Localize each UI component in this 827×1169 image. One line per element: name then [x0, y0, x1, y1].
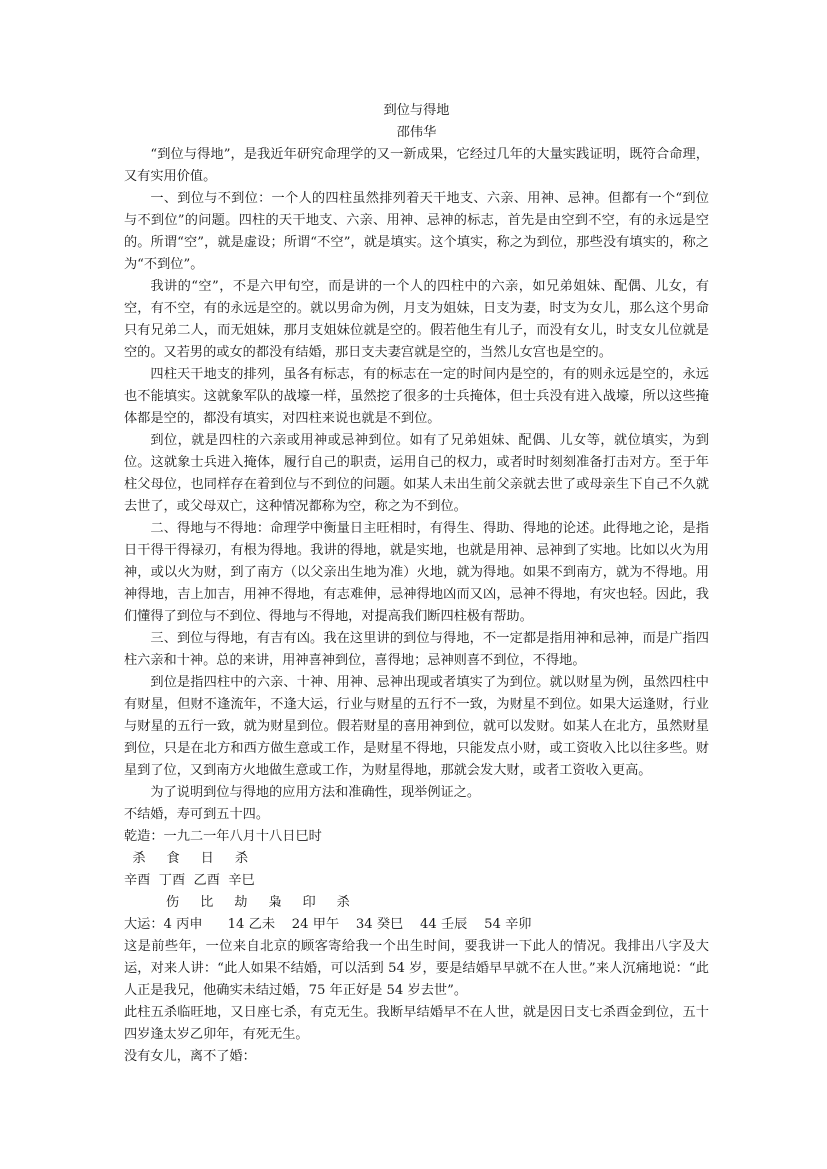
document-author: 邵伟华	[396, 125, 437, 140]
heavenly-gods-row: 杀 食 日 杀	[124, 851, 249, 866]
example-heading: 不结婚，寿可到五十四。	[124, 807, 270, 822]
example-text-2: 此柱五杀临旺地，又日座七杀，有克无生。我断早结婚早不在人世，就是因日支七杀酉金到位，五十四岁逢太岁乙卯年，有死无生。	[124, 1005, 709, 1042]
document-title: 到位与得地	[383, 103, 450, 118]
paragraph-section-3: 三、到位与得地，有吉有凶。我在这里讲的到位与得地，不一定都是指用神和忌神，而是广指四柱六亲和十神。总的来讲，用神喜神到位，喜得地；忌神则喜不到位，不得地。	[124, 631, 709, 668]
paragraph-daowei: 到位，就是四柱的六亲或用神或忌神到位。如有了兄弟姐妹、配偶、儿女等，就位填实，为到位。这就象士兵进入掩体，履行自己的职责，运用自己的权力，或者时时刻刻准备打击对方。至于年柱父母位，也同样存在着到位与不到位的问题。如某人未出生前父亲就去世了或母亲生下自己不久就去世了，或父母双亡，这种情况都称为空，称之为不到位。	[124, 433, 709, 514]
document-page	[124, 100, 709, 1068]
four-pillars-row: 辛酉 丁酉 乙酉 辛巳	[124, 873, 255, 888]
hidden-gods-row: 伤 比 劫 枭 印 杀	[124, 895, 350, 910]
paragraph-section-1: 一、到位与不到位：一个人的四柱虽然排列着天干地支、六亲、用神、忌神。但都有一个“到位与不到位”的问题。四柱的天干地支、六亲、用神、忌神的标志，首先是由空到不空，有的永远是空的。所谓“空”，就是虚设；所谓“不空”，就是填实。这个填实，称之为到位，那些没有填实的，称之为“不到位”。	[124, 191, 709, 272]
paragraph-wealth-star: 到位是指四柱中的六亲、十神、用神、忌神出现或者填实了为到位。就以财星为例，虽然四柱中有财星，但财不逢流年，不逢大运，行业与财星的五行不一致，为财星不到位。如果大运逢财，行业与财星的五行一致，就为财星到位。假若财星的喜用神到位，就可以发财。如某人在北方，虽然财星到位，只是在北方和西方做生意或工作，是财星不得地，只能发点小财，或工资收入比以往多些。财星到了位，又到南方火地做生意或工作，为财星得地，那就会发大财，或者工资收入更高。	[124, 675, 709, 778]
example-text-1: 这是前些年，一位来自北京的顾客寄给我一个出生时间，要我讲一下此人的情况。我排出八字及大运，对来人讲：“此人如果不结婚，可以活到 54 岁，要是结婚早早就不在人世。”来人沉痛地说：“此人正是我兄，他确实未结过婚，75 年正好是 54 岁去世”。	[124, 939, 709, 998]
birth-info: 乾造：一九二一年八月十八日巳时	[124, 829, 322, 844]
dayun-row: 大运：4 丙申 14 乙未 24 甲午 34 癸巳 44 壬辰 54 辛卯	[124, 917, 532, 932]
paragraph-trench: 四柱天干地支的排列，虽各有标志，有的标志在一定的时间内是空的，有的则永远是空的，永远也不能填实。这就象军队的战壕一样，虽然挖了很多的士兵掩体，但士兵没有进入战壕，所以这些掩体都是空的，都没有填实，对四柱来说也就是不到位。	[124, 367, 709, 426]
paragraph-example-intro: 为了说明到位与得地的应用方法和准确性，现举例证之。	[150, 785, 481, 800]
next-example-heading: 没有女儿，离不了婚：	[124, 1049, 256, 1064]
paragraph-kong: 我讲的“空”，不是六甲旬空，而是讲的一个人的四柱中的六亲，如兄弟姐妹、配偶、儿女，有空，有不空，有的永远是空的。就以男命为例，月支为姐妹，日支为妻，时支为女儿，那么这个男命只有兄弟二人，而无姐妹，那月支姐妹位就是空的。假若他生有儿子，而没有女儿，时支女儿位就是空的。又若男的或女的都没有结婚，那日支夫妻宫就是空的，当然儿女宫也是空的。	[124, 279, 709, 360]
paragraph-intro: “到位与得地”，是我近年研究命理学的又一新成果，它经过几年的大量实践证明，既符合命理，又有实用价值。	[124, 147, 709, 184]
paragraph-section-2: 二、得地与不得地：命理学中衡量日主旺相时，有得生、得助、得地的论述。此得地之论，是指日干得干得禄刃，有根为得地。我讲的得地，就是实地，也就是用神、忌神到了实地。比如以火为用神，或以火为财，到了南方（以父亲出生地为准）火地，就为得地。如果不到南方，就为不得地。用神得地，吉上加吉，用神不得地，有志难伸，忌神得地凶而又凶，忌神不得地，有灾也轻。因此，我们懂得了到位与不到位、得地与不得地，对提高我们断四柱极有帮助。	[124, 521, 709, 624]
